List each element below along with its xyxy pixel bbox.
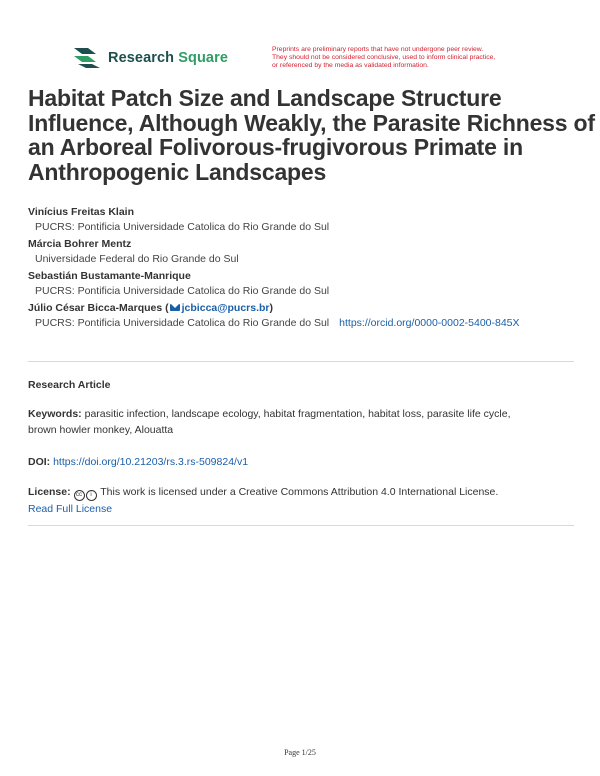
author-affiliation: PUCRS: Pontificia Universidade Catolica do Rio Grande do Sul — [35, 285, 330, 297]
notice-line: They should not be considered conclusive, used to inform clinical practice, — [272, 54, 496, 61]
research-square-logo[interactable] — [72, 46, 228, 70]
author-affiliation: Universidade Federal do Rio Grande do Sul — [35, 253, 239, 265]
title-line: Influence, Although Weakly, the Parasite Richness of — [28, 109, 595, 136]
doi-link[interactable]: https://doi.org/10.21203/rs.3.rs-509824/v1 — [53, 456, 249, 468]
author-affiliation: PUCRS: Pontificia Universidade Catolica do Rio Grande do Sul — [35, 317, 330, 329]
author-list — [28, 205, 588, 333]
by-icon: i — [86, 490, 97, 501]
preprint-notice — [272, 46, 542, 70]
envelope-icon — [170, 304, 180, 311]
doi-section — [28, 454, 576, 470]
orcid-link[interactable]: https://orcid.org/0000-0002-5400-845X — [339, 317, 520, 329]
author-affiliation-row — [28, 316, 588, 333]
license-text: This work is licensed under a Creative Commons Attribution 4.0 International License. — [100, 486, 499, 498]
license-label: License: — [28, 486, 71, 498]
license-section — [28, 484, 576, 517]
keywords-text: brown howler monkey, Alouatta — [28, 424, 174, 436]
keywords-label: Keywords: — [28, 408, 82, 420]
corresponding-author — [28, 301, 588, 316]
notice-line: or referenced by the media as validated information. — [272, 62, 429, 69]
author-name[interactable]: Márcia Bohrer Mentz — [28, 238, 132, 250]
notice-line: Preprints are preliminary reports that have not undergone peer review. — [272, 46, 484, 53]
title-line: an Arboreal Folivorous-frugivorous Primate in — [28, 134, 523, 160]
keywords-section — [28, 406, 576, 438]
email-paren-close: ) — [269, 302, 273, 314]
read-full-license-link[interactable]: Read Full License — [28, 503, 113, 515]
title-line: Anthropogenic Landscapes — [28, 158, 327, 185]
doi-label: DOI: — [28, 456, 51, 468]
author-name[interactable]: Sebastián Bustamante-Manrique — [28, 270, 191, 282]
article-type — [28, 377, 576, 393]
title-line: Habitat Patch Size and Landscape Structure — [28, 85, 502, 111]
author-email-link[interactable]: jcbicca@pucrs.br — [181, 302, 270, 314]
author-name[interactable]: Vinícius Freitas Klain — [28, 206, 135, 218]
logo-word-research: Research — [108, 50, 175, 66]
logo-word-square: Square — [178, 50, 228, 66]
cc-icon: cc — [74, 490, 85, 501]
paper-title — [28, 85, 595, 185]
logo-wordmark — [108, 50, 228, 66]
article-type-label: Research Article — [28, 379, 111, 391]
email-group: ( — [165, 302, 169, 314]
author-affiliation: PUCRS: Pontificia Universidade Catolica do Rio Grande do Sul — [35, 221, 330, 233]
research-square-logo-icon — [72, 46, 102, 70]
author-name[interactable]: Júlio César Bicca-Marques — [28, 302, 163, 314]
divider — [28, 525, 574, 526]
keywords-text: parasitic infection, landscape ecology, habitat fragmentation, habitat loss, parasite life cycle, — [84, 408, 511, 420]
page-number: Page 1/25 — [284, 748, 316, 757]
divider — [28, 361, 574, 362]
